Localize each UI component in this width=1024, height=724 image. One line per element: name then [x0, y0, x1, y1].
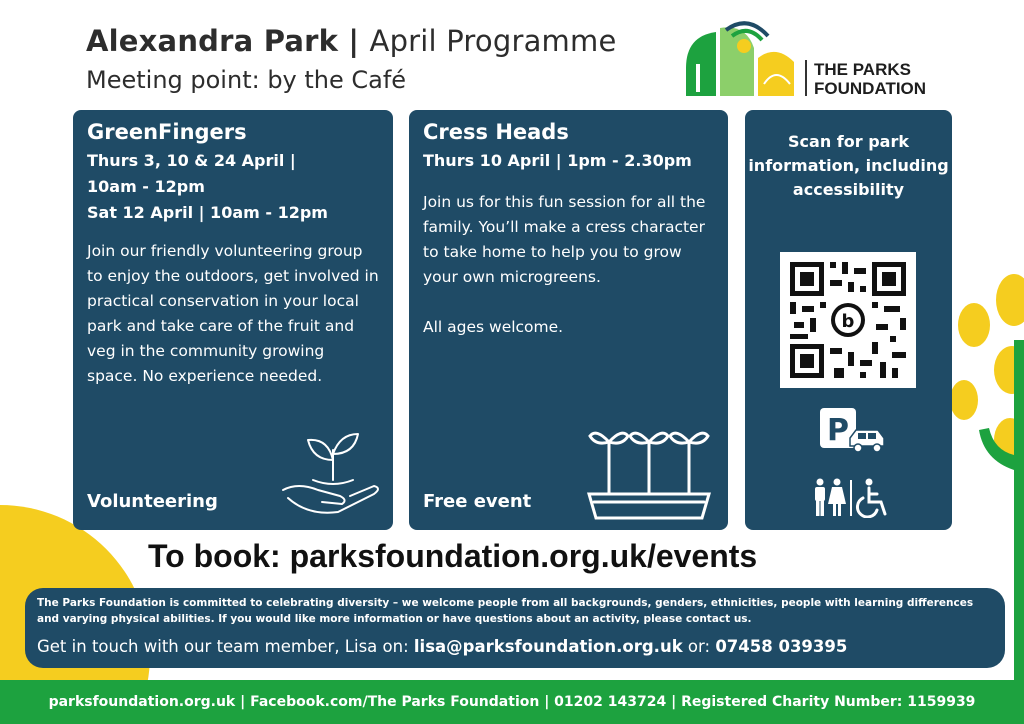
scan-instructions: Scan for park information, including accessibility: [748, 132, 949, 199]
logo-wordmark: THE PARKS FOUNDATION: [814, 60, 927, 98]
toilets-wheelchair-icon: [811, 478, 889, 518]
card-description: Join us for this fun session for all the family. You’ll make a cress character to take home to help you to grow your own microgreens.: [423, 193, 706, 286]
greenfingers-card: [73, 110, 393, 530]
svg-text:P: P: [827, 413, 849, 448]
contact-info-box: [25, 588, 1005, 668]
booking-link[interactable]: To book: parksfoundation.org.uk/events: [148, 538, 758, 574]
svg-text:b: b: [841, 311, 855, 332]
parking-icon: [820, 406, 886, 454]
car-icon: [850, 430, 884, 452]
card-category-label: Free event: [423, 491, 532, 512]
scan-info-card: [745, 110, 952, 530]
logo-divider: [805, 60, 807, 96]
page-subtitle: Meeting point: by the Café: [86, 66, 407, 94]
card-audience: All ages welcome.: [423, 318, 564, 336]
card-category-label: Volunteering: [87, 491, 218, 512]
page-title: Alexandra Park | April Programme: [86, 24, 617, 58]
card-schedule: Thurs 10 April | 1pm - 2.30pm: [423, 151, 692, 170]
card-schedule: Thurs 3, 10 & 24 April | 10am - 12pm Sat 12 April | 10am - 12pm: [87, 151, 328, 222]
contact-line: Get in touch with our team member, Lisa on: lisa@parksfoundation.org.uk or: 07458 039395: [37, 637, 848, 656]
contact-phone[interactable]: 07458 039395: [715, 637, 848, 656]
parks-foundation-logo-icon: [676, 18, 806, 98]
card-title: GreenFingers: [87, 120, 247, 144]
contact-email[interactable]: lisa@parksfoundation.org.uk: [413, 637, 683, 656]
cress-tray-icon: [584, 420, 714, 520]
card-title: Cress Heads: [423, 120, 569, 144]
card-description: Join our friendly volunteering group to enjoy the outdoors, get involved in practical conservation in your local park and take care of the fruit and veg in the community growing space. No experience needed.: [87, 242, 379, 385]
qr-code[interactable]: [780, 252, 916, 388]
footer-bar: parksfoundation.org.uk | Facebook.com/The Parks Foundation | 01202 143724 | Registered Charity Number: 1159939: [0, 680, 1024, 724]
diversity-statement: The Parks Foundation is committed to celebrating diversity – we welcome people from all backgrounds, genders, ethnicities, people with learning differences and varying physical abilities. If you would like more information or have questions about an activity, please contact us.: [37, 597, 974, 625]
cress-heads-card: [409, 110, 728, 530]
hand-seedling-icon: [278, 420, 388, 520]
